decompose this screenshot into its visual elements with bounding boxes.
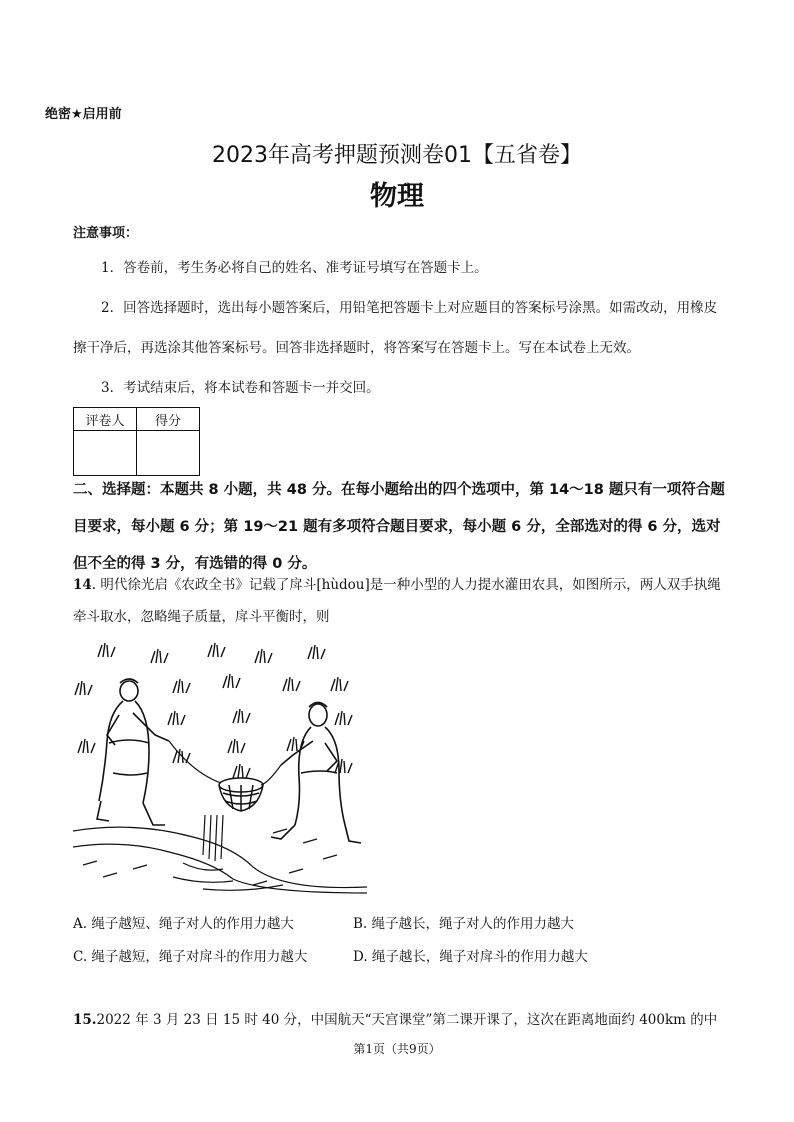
section-instructions: 二、选择题：本题共 8 小题，共 48 分。在每小题给出的四个选项中，第 14～18 题只有一项符合题目要求，每小题 6 分；第 19～21 题有多项符合题目要求，每小题 6 分，全部选对的得 6 分，选对但不全的得 3 分，有选错的得 0 分。 <box>73 482 725 572</box>
question-14-number: 14 <box>73 577 92 593</box>
question-15 <box>73 1008 717 1028</box>
option-c[interactable]: C. 绳子越短，绳子对戽斗的作用力越大 <box>73 949 308 965</box>
rope-left <box>169 741 221 783</box>
score-table-grader-header: 评卷人 <box>74 408 137 431</box>
notice-item-2: 2．回答选择题时，选出每小题答案后，用铅笔把答题卡上对应题目的答案标号涂黑。如需改动，用橡皮擦干净后，再选涂其他答案标号。回答非选择题时，将答案写在答题卡上。写在本试卷上无效。 <box>73 300 718 356</box>
irrigation-bucket-illustration <box>73 633 367 895</box>
rope-right <box>261 765 281 785</box>
notice-item-3: 3．考试结束后，将本试卷和答题卡一并交回。 <box>101 380 380 396</box>
bucket <box>219 778 263 811</box>
question-15-number: 15. <box>73 1012 97 1028</box>
question-14 <box>73 569 728 633</box>
notice-item-1: 1．答卷前，考生务必将自己的姓名、准考证号填写在答题卡上。 <box>101 260 488 276</box>
page-footer: 第1页（共9页） <box>353 1042 441 1056</box>
left-person <box>97 679 169 825</box>
question-15-text: 2022 年 3 月 23 日 15 时 40 分，中国航天“天宫课堂”第二课开课了，这次在距离地面约 400km 的中 <box>96 1012 718 1028</box>
option-b[interactable]: B. 绳子越长，绳子对人的作用力越大 <box>353 916 575 932</box>
option-a[interactable]: A. 绳子越短、绳子对人的作用力越大 <box>73 916 294 932</box>
score-table <box>73 407 200 476</box>
notice-heading: 注意事项： <box>73 226 139 241</box>
exam-title: 2023年高考押题预测卷01【五省卷】 <box>212 143 582 168</box>
confidential-label: 绝密★启用前 <box>45 107 122 122</box>
question-14-text: . 明代徐光启《农政全书》记载了戽斗[hùdou]是一种小型的人力提水灌田农具，如图所示，两人双手执绳牵斗取水，忽略绳子质量，戽斗平衡时，则 <box>73 577 721 625</box>
option-d[interactable]: D. 绳子越长，绳子对戽斗的作用力越大 <box>353 949 588 965</box>
water-ditch <box>73 815 367 893</box>
subject-title: 物理 <box>370 181 424 212</box>
score-table-grader-cell[interactable] <box>74 431 137 476</box>
notice-list <box>73 248 723 408</box>
score-table-score-header: 得分 <box>137 408 200 431</box>
score-table-score-cell[interactable] <box>137 431 200 476</box>
